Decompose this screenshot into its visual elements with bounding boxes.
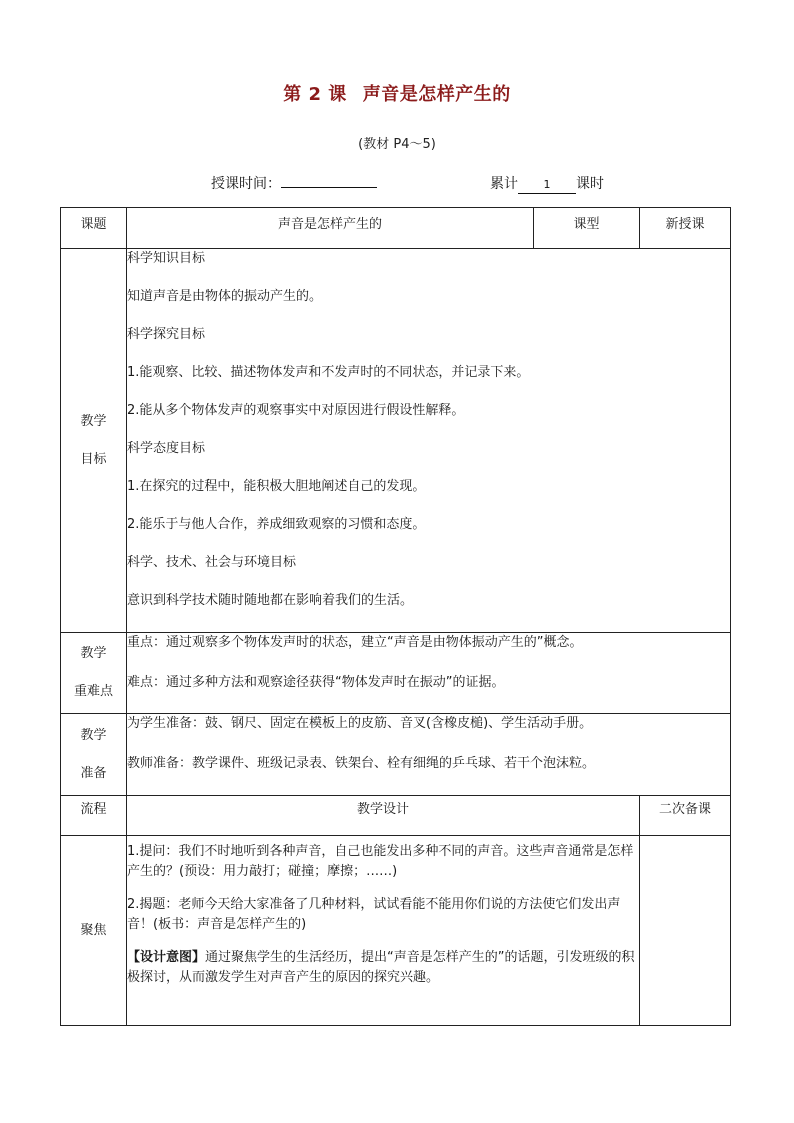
objective-line: 2.能乐于与他人合作，养成细致观察的习惯和态度。 (127, 517, 426, 532)
lesson-title (0, 80, 794, 106)
teaching-time-value (281, 187, 377, 188)
objective-line: 意识到科学技术随时随地都在影响着我们的生活。 (127, 593, 414, 608)
lesson-type-value: 新授课 (640, 208, 731, 249)
key-points-content (127, 633, 731, 714)
key-point-line: 重点：通过观察多个物体发声时的状态，建立“声音是由物体振动产生的”概念。 (127, 635, 583, 650)
total-periods (490, 173, 604, 194)
topic-value: 声音是怎样产生的 (127, 208, 534, 249)
focus-question: 1.提问：我们不时地听到各种声音，自己也能发出多种不同的声音。这些声音通常是怎样产生的？(预设：用力敲打；碰撞；摩擦；……) (127, 844, 634, 879)
flow-label: 流程 (61, 796, 127, 836)
objective-line: 2.能从多个物体发声的观察事实中对原因进行假设性解释。 (127, 403, 465, 418)
design-intent (127, 948, 639, 988)
lesson-number: 第 2 课 (283, 84, 347, 105)
design-label: 教学设计 (127, 796, 640, 836)
design-intent-text: 通过聚焦学生的生活经历，提出“声音是怎样产生的”的话题，引发班级的积极探讨，从而激发学生对声音产生的原因的探究兴趣。 (127, 950, 635, 985)
teaching-time-label: 授课时间： (211, 176, 281, 192)
objective-line: 1.能观察、比较、描述物体发声和不发声时的不同状态，并记录下来。 (127, 365, 530, 380)
design-header-row (61, 796, 731, 836)
objective-line: 1.在探究的过程中，能积极大胆地阐述自己的发现。 (127, 479, 426, 494)
teacher-prep-line: 教师准备：教学课件、班级记录表、铁架台、栓有细绳的乒乓球、若干个泡沫粒。 (127, 756, 596, 771)
objectives-side-label: 教学 目标 (61, 249, 127, 633)
objective-line: 科学知识目标 (127, 251, 206, 266)
lesson-plan-table (60, 207, 731, 1026)
second-prep-label: 二次备课 (640, 796, 731, 836)
total-periods-value: 1 (518, 177, 576, 194)
topic-label: 课题 (61, 208, 127, 249)
key-points-side-label: 教学 重难点 (61, 633, 127, 714)
key-points-row (61, 633, 731, 714)
focus-side-label: 聚焦 (61, 836, 127, 1026)
lesson-type-label: 课型 (534, 208, 640, 249)
textbook-pages: (教材 P4～5) (358, 137, 436, 152)
header-row (61, 208, 731, 249)
difficulty-line: 难点：通过多种方法和观察途径获得“物体发声时在振动”的证据。 (127, 675, 505, 690)
objective-line: 科学探究目标 (127, 327, 206, 342)
teaching-time (211, 173, 377, 193)
objective-line: 科学、技术、社会与环境目标 (127, 555, 297, 570)
preparation-content (127, 714, 731, 796)
second-prep-cell (640, 836, 731, 1026)
lesson-name: 声音是怎样产生的 (362, 84, 511, 105)
objectives-row (61, 249, 731, 633)
total-periods-label: 累计 (490, 176, 518, 192)
preparation-side-label: 教学 准备 (61, 714, 127, 796)
design-intent-label: 【设计意图】 (127, 950, 206, 965)
focus-content (127, 836, 640, 1026)
student-prep-line: 为学生准备：鼓、钢尺、固定在模板上的皮筋、音叉(含橡皮槌)、学生活动手册。 (127, 716, 593, 731)
focus-reveal: 2.揭题：老师今天给大家准备了几种材料，试试看能不能用你们说的方法使它们发出声音！(板书：声音是怎样产生的) (127, 897, 621, 932)
preparation-row (61, 714, 731, 796)
objectives-content (127, 249, 731, 633)
objective-line: 知道声音是由物体的振动产生的。 (127, 289, 323, 304)
objective-line: 科学态度目标 (127, 441, 206, 456)
focus-row (61, 836, 731, 1026)
total-periods-unit: 课时 (576, 176, 604, 192)
